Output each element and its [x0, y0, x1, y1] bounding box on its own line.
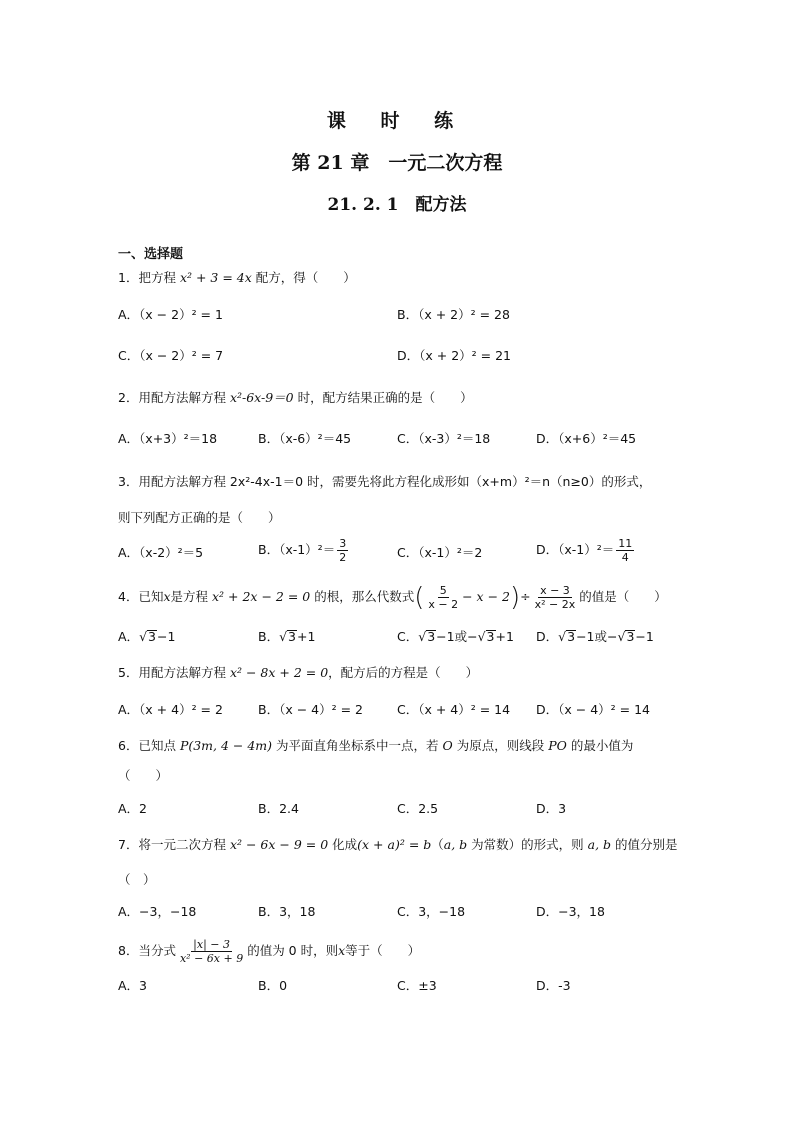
question-5-option-a[interactable]: A．（x + 4）² = 2	[118, 702, 223, 717]
question-4-option-b[interactable]: B．√3+1	[258, 629, 316, 644]
question-2-stem: 2．用配方法解方程 x²-6x-9＝0 时，配方结果正确的是（ ）	[118, 390, 473, 405]
page-title: 课 时 练	[326, 110, 468, 132]
question-8-option-d[interactable]: D．-3	[536, 978, 571, 993]
question-1-option-a[interactable]: A．（x − 2）² = 1	[118, 307, 223, 322]
section-title: 21. 2. 1 配方法	[327, 195, 467, 215]
question-8-option-a[interactable]: A．3	[118, 978, 148, 993]
question-7-option-d[interactable]: D．−3，18	[536, 904, 605, 919]
question-7-stem-line2: （ ）	[118, 872, 156, 887]
question-3-stem: 3．用配方法解方程 2x²-4x-1＝0 时，需要先将此方程化成形如（x+m）²＝n（n≥0）的形式，	[118, 474, 652, 489]
question-3-option-b[interactable]: B．（x-1）²＝ $\frac{3}{2}$	[258, 537, 347, 564]
chapter-title: 第 21 章 一元二次方程	[291, 152, 503, 174]
question-6-option-b[interactable]: B．2.4	[258, 801, 299, 816]
question-4-option-d[interactable]: D．√3−1或−√3−1	[536, 629, 654, 644]
question-7-stem: 7．将一元二次方程 x² − 6x − 9 = 0 化成(x + a)² = b（a, b 为常数）的形式，则 a, b 的值分别是	[118, 837, 678, 852]
section-heading: 一、选择题	[118, 247, 184, 262]
question-8-option-b[interactable]: B．0	[258, 978, 288, 993]
question-8-stem: 8．当分式 $\frac{|x| - 3}{\text{x² − 6x + 9}}$ 的值为 0 时，则x等于（ ）	[118, 938, 421, 965]
question-3-option-a[interactable]: A．（x-2）²＝5	[118, 545, 204, 560]
fraction: $\frac{11}{4}$	[618, 537, 633, 564]
question-6-option-d[interactable]: D．3	[536, 801, 567, 816]
question-5-option-c[interactable]: C．（x + 4）² = 14	[397, 702, 511, 717]
fraction: $\frac{|x| - 3}{\text{x² − 6x + 9}}$	[179, 938, 244, 965]
question-6-stem: 6．已知点 P(3m, 4 − 4m) 为平面直角坐标系中一点，若 O 为原点，则线段 PO 的最小值为	[118, 738, 634, 753]
question-5-option-d[interactable]: D．（x − 4）² = 14	[536, 702, 650, 717]
question-3-option-c[interactable]: C．（x-1）²＝2	[397, 545, 483, 560]
fraction: $\frac{5}{x - 2}$	[428, 584, 459, 611]
question-1-option-b[interactable]: B．（x + 2）² = 28	[397, 307, 510, 322]
question-2-option-c[interactable]: C．（x-3）²＝18	[397, 431, 491, 446]
question-3-stem-line2: 则下列配方正确的是（ ）	[118, 510, 281, 525]
question-6-option-a[interactable]: A．2	[118, 801, 148, 816]
question-6-option-c[interactable]: C．2.5	[397, 801, 439, 816]
question-6-stem-line2: （ ）	[118, 768, 169, 783]
question-2-option-d[interactable]: D．（x+6）²＝45	[536, 431, 637, 446]
question-1-option-c[interactable]: C．（x − 2）² = 7	[118, 348, 224, 363]
question-1-option-d[interactable]: D．（x + 2）² = 21	[397, 348, 511, 363]
question-2-option-b[interactable]: B．（x-6）²＝45	[258, 431, 352, 446]
question-2-option-a[interactable]: A．（x+3）²＝18	[118, 431, 218, 446]
fraction: $\frac{x - 3}{\text{x² − 2x}}$	[534, 584, 576, 611]
fraction: $\frac{3}{2}$	[339, 537, 347, 564]
question-7-option-b[interactable]: B．3，18	[258, 904, 316, 919]
question-5-stem: 5．用配方法解方程 x² − 8x + 2 = 0，配方后的方程是（ ）	[118, 665, 479, 680]
question-1-stem: 1．把方程 x² + 3 = 4x 配方，得（ ）	[118, 270, 356, 285]
question-7-option-a[interactable]: A．−3，−18	[118, 904, 197, 919]
question-3-option-d[interactable]: D．（x-1）²＝ $\frac{11}{4}$	[536, 537, 633, 564]
question-4-option-a[interactable]: A．√3−1	[118, 629, 176, 644]
question-7-option-c[interactable]: C．3，−18	[397, 904, 466, 919]
question-4-stem: 4．已知x是方程 x² + 2x − 2 = 0 的根，那么代数式( $\frac{5}{x - 2}$ − x − 2)÷ $\frac{x - 3}{\text{x² − 2x}}$ 的值是（ ）	[118, 582, 667, 613]
question-5-option-b[interactable]: B．（x − 4）² = 2	[258, 702, 363, 717]
question-8-option-c[interactable]: C．±3	[397, 978, 437, 993]
question-4-option-c[interactable]: C．√3−1或−√3+1	[397, 629, 514, 644]
